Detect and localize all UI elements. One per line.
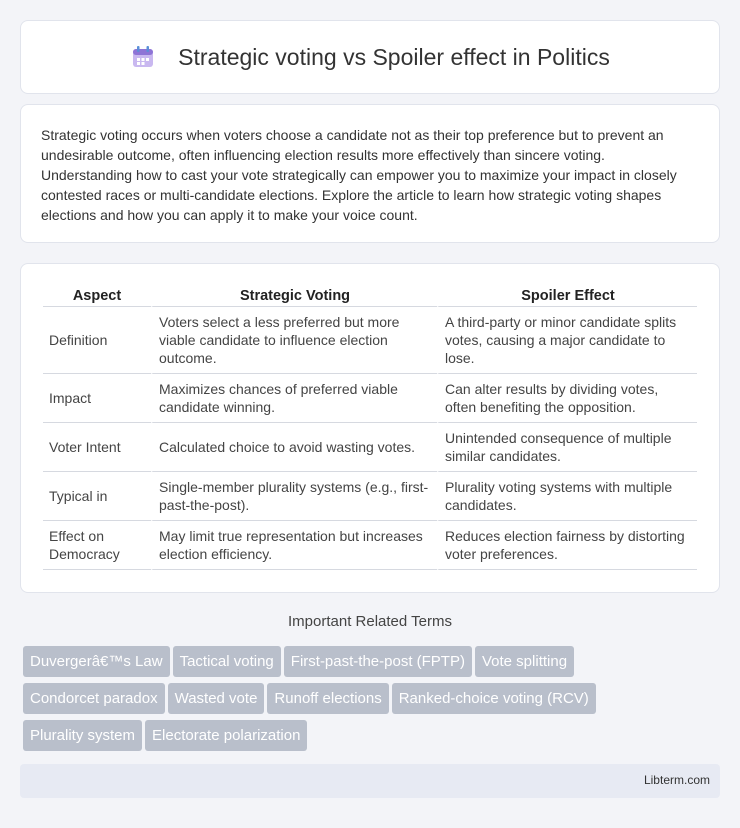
- table-cell: Voter Intent: [43, 423, 151, 472]
- footer-site-link[interactable]: Libterm.com: [643, 773, 710, 787]
- table-cell: Single-member plurality systems (e.g., first-past-the-post).: [151, 472, 437, 521]
- intro-paragraph: Strategic voting occurs when voters choose a candidate not as their top preference but to prevent an undesirable outcome, often influencing election results more effectively than sincere voting. Understanding how to cast your vote strategically can empower you to maximize your impact in closely contested races or multi-candidate elections. Explore the article to learn how strategic voting shapes elections and how you can apply it to make your voice count.: [41, 127, 677, 223]
- table-row: [43, 307, 697, 374]
- table-cell: Impact: [43, 374, 151, 423]
- table-row: [43, 472, 697, 521]
- table-cell: Reduces election fairness by distorting voter preferences.: [437, 521, 697, 570]
- intro-card: [20, 104, 720, 243]
- related-term-tag[interactable]: First-past-the-post (FPTP): [284, 646, 472, 677]
- table-header: Aspect: [43, 284, 151, 307]
- table-cell: Calculated choice to avoid wasting votes.: [151, 423, 437, 472]
- table-cell: Definition: [43, 307, 151, 374]
- table-cell: Plurality voting systems with multiple candidates.: [437, 472, 697, 521]
- table-cell: May limit true representation but increases election efficiency.: [151, 521, 437, 570]
- table-cell: Typical in: [43, 472, 151, 521]
- table-row: [43, 521, 697, 570]
- table-cell: Can alter results by dividing votes, often benefiting the opposition.: [437, 374, 697, 423]
- related-term-tag[interactable]: Vote splitting: [475, 646, 574, 677]
- page-title: Strategic voting vs Spoiler effect in Politics: [178, 43, 610, 70]
- table-cell: Unintended consequence of multiple similar candidates.: [437, 423, 697, 472]
- related-term-tag[interactable]: Tactical voting: [173, 646, 281, 677]
- table-cell: Maximizes chances of preferred viable candidate winning.: [151, 374, 437, 423]
- related-terms-title: Important Related Terms: [288, 613, 452, 630]
- related-term-tag[interactable]: Wasted vote: [168, 683, 265, 714]
- footer: [20, 764, 720, 798]
- related-term-tag[interactable]: Electorate polarization: [145, 720, 307, 751]
- title-card: [20, 20, 720, 94]
- table-row: [43, 423, 697, 472]
- table-header: Strategic Voting: [151, 284, 437, 307]
- related-term-tag[interactable]: Plurality system: [23, 720, 142, 751]
- table-header: Spoiler Effect: [437, 284, 697, 307]
- table-cell: Voters select a less preferred but more viable candidate to influence election outcome.: [151, 307, 437, 374]
- table-header-row: [43, 284, 697, 307]
- related-terms-list: [23, 646, 723, 757]
- related-term-tag[interactable]: Duvergerâ€™s Law: [23, 646, 170, 677]
- calendar-icon: [130, 44, 156, 70]
- comparison-table: [43, 284, 697, 570]
- table-cell: Effect on Democracy: [43, 521, 151, 570]
- related-term-tag[interactable]: Condorcet paradox: [23, 683, 165, 714]
- related-term-tag[interactable]: Ranked-choice voting (RCV): [392, 683, 596, 714]
- table-row: [43, 374, 697, 423]
- comparison-table-card: [20, 263, 720, 593]
- table-cell: A third-party or minor candidate splits votes, causing a major candidate to lose.: [437, 307, 697, 374]
- related-term-tag[interactable]: Runoff elections: [267, 683, 388, 714]
